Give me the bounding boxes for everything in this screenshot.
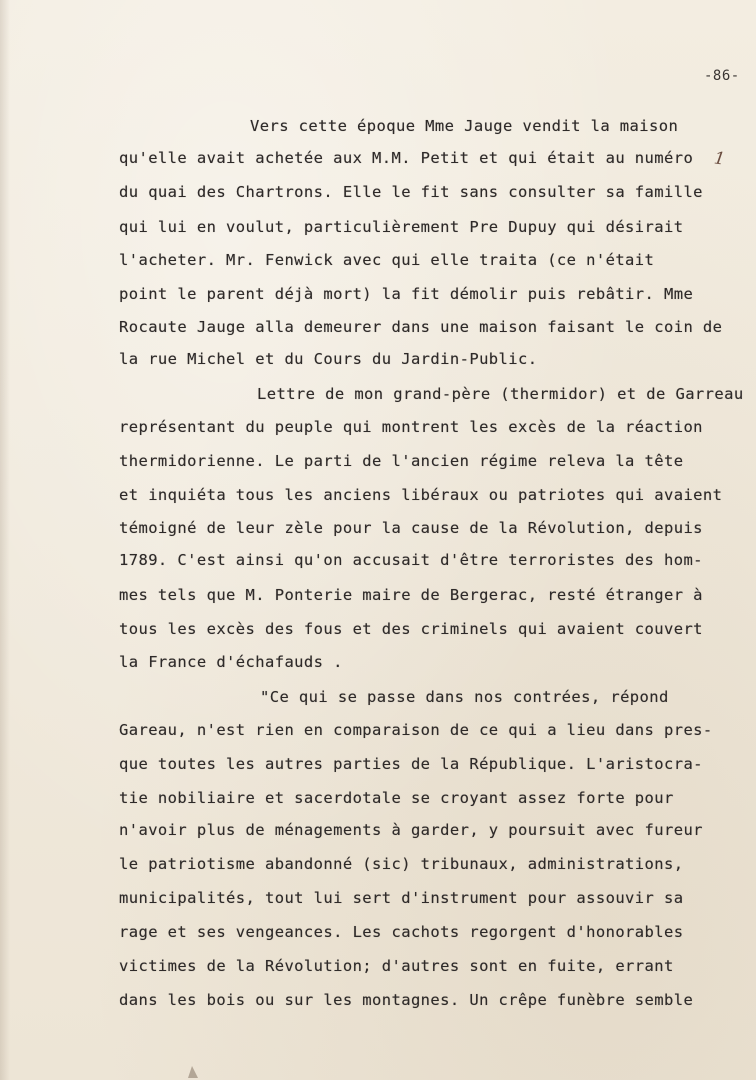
text-line: rage et ses vengeances. Les cachots regorgent d'honorables <box>119 923 684 941</box>
page-number: -86- <box>704 68 740 84</box>
text-line: Gareau, n'est rien en comparaison de ce qui a lieu dans pres- <box>119 721 713 739</box>
text-line: 1789. C'est ainsi qu'on accusait d'être terroristes des hom- <box>119 551 703 569</box>
text-line: que toutes les autres parties de la République. L'aristocra- <box>119 755 703 773</box>
paper-mark <box>188 1066 198 1078</box>
text-line: thermidorienne. Le parti de l'ancien régime releva la tête <box>119 452 684 470</box>
text-line: municipalités, tout lui sert d'instrument pour assouvir sa <box>119 889 684 907</box>
text-line: représentant du peuple qui montrent les excès de la réaction <box>119 418 703 436</box>
text-line: qui lui en voulut, particulièrement Pre Dupuy qui désirait <box>119 218 684 236</box>
text-line: tous les excès des fous et des criminels qui avaient couvert <box>119 620 703 638</box>
text-line: n'avoir plus de ménagements à garder, y poursuit avec fureur <box>119 821 703 839</box>
text-line: du quai des Chartrons. Elle le fit sans consulter sa famille <box>119 183 703 201</box>
handwritten-number: 1 <box>712 148 727 170</box>
text-line: la France d'échafauds . <box>119 653 343 671</box>
text-line: témoigné de leur zèle pour la cause de la Révolution, depuis <box>119 519 703 537</box>
text-line: Lettre de mon grand-père (thermidor) et de Garreau <box>257 385 744 403</box>
text-line: le patriotisme abandonné (sic) tribunaux, administrations, <box>119 855 684 873</box>
text-line: la rue Michel et du Cours du Jardin-Public. <box>119 350 538 368</box>
text-line: Vers cette époque Mme Jauge vendit la maison <box>250 117 679 135</box>
text-line: et inquiéta tous les anciens libéraux ou patriotes qui avaient <box>119 486 723 504</box>
text-line: dans les bois ou sur les montagnes. Un crêpe funèbre semble <box>119 991 694 1009</box>
text-line: "Ce qui se passe dans nos contrées, répond <box>260 688 669 706</box>
text-line: Rocaute Jauge alla demeurer dans une maison faisant le coin de <box>119 318 723 336</box>
text-line: mes tels que M. Ponterie maire de Bergerac, resté étranger à <box>119 586 703 604</box>
text-line: point le parent déjà mort) la fit démolir puis rebâtir. Mme <box>119 285 694 303</box>
text-line: l'acheter. Mr. Fenwick avec qui elle traita (ce n'était <box>119 251 655 269</box>
text-line: victimes de la Révolution; d'autres sont en fuite, errant <box>119 957 674 975</box>
text-line: qu'elle avait achetée aux M.M. Petit et qui était au numéro <box>119 149 694 167</box>
text-line: tie nobiliaire et sacerdotale se croyant assez forte pour <box>119 789 674 807</box>
